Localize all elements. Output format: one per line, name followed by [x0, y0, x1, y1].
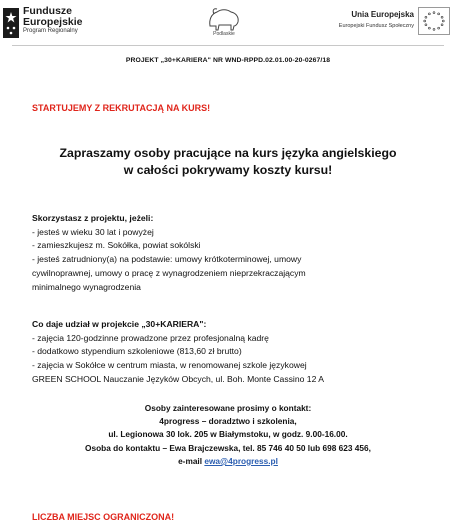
ue-logo-sub: Europejski Fundusz Społeczny: [338, 23, 414, 29]
eligibility-line: minimalnego wynagrodzenia: [32, 281, 141, 292]
header-divider: [12, 45, 444, 46]
eligibility-line: - jesteś w wieku 30 lat i powyżej: [32, 226, 154, 237]
project-number: PROJEKT „30+KARIERA" NR WND-RPPD.02.01.00-20-0267/18: [125, 57, 331, 64]
eligibility-line: - zamieszkujesz m. Sokółka, powiat sokólski: [32, 240, 201, 251]
contact-section: [0, 402, 456, 468]
bison-icon: [205, 4, 243, 32]
podlaskie-logo: [205, 4, 243, 40]
benefits-line: GREEN SCHOOL Nauczanie Języków Obcych, ul. Boh. Monte Cassino 12 A: [32, 373, 324, 384]
eligibility-line: - jesteś zatrudniony(a) na podstawie: umowy krótkoterminowej, umowy: [32, 254, 302, 265]
limited-places-notice: LICZBA MIEJSC OGRANICZONA!: [32, 512, 175, 522]
headline-line: w całości pokrywamy koszty kursu!: [123, 163, 333, 177]
contact-line: Osoba do kontaktu – Ewa Brajczewska, tel. 85 746 40 50 lub 698 623 456,: [85, 442, 371, 453]
ue-logo-title: Unia Europejska: [351, 10, 414, 19]
benefits-line: - zajęcia 120-godzinne prowadzone przez profesjonalną kadrę: [32, 332, 269, 343]
eligibility-line: cywilnoprawnej, umowy o pracę z wynagrodzeniem nieprzekraczającym: [32, 267, 306, 278]
contact-line: 4progress – doradztwo i szkolenia,: [159, 416, 297, 427]
eligibility-title: Skorzystasz z projektu, jeżeli:: [32, 213, 154, 223]
contact-line: Osoby zainteresowane prosimy o kontakt:: [144, 403, 312, 413]
podlaskie-caption: Podlaskie: [213, 31, 235, 37]
contact-email-line: [0, 455, 456, 468]
email-link[interactable]: ewa@4progress.pl: [204, 455, 278, 466]
email-label: e-mail: [178, 455, 205, 466]
benefits-line: - zajęcia w Sokółce w centrum miasta, w renomowanej szkole językowej: [32, 360, 307, 371]
benefits-line: - dodatkowo stypendium szkoleniowe (813,60 zł brutto): [32, 346, 242, 357]
unia-europejska-logo: [336, 6, 452, 40]
fe-logo-sub: Program Regionalny: [23, 28, 78, 34]
benefits-section: [32, 318, 324, 387]
headline-line: Zapraszamy osoby pracujące na kurs języka angielskiego: [59, 146, 397, 160]
recruitment-announcement: STARTUJEMY Z REKRUTACJĄ NA KURS!: [32, 103, 211, 113]
fundusze-europejskie-logo: [3, 6, 103, 42]
contact-line: ul. Legionowa 30 lok. 205 w Białymstoku, w godz. 9.00-16.00.: [108, 429, 348, 440]
fe-logo-line1: Fundusze Europejskie: [23, 5, 83, 28]
fe-stars-icon: [3, 8, 19, 38]
eligibility-section: [32, 212, 306, 294]
headline: [20, 145, 436, 179]
benefits-title: Co daje udział w projekcie „30+KARIERA":: [32, 319, 207, 329]
eu-flag-icon: [418, 7, 450, 35]
